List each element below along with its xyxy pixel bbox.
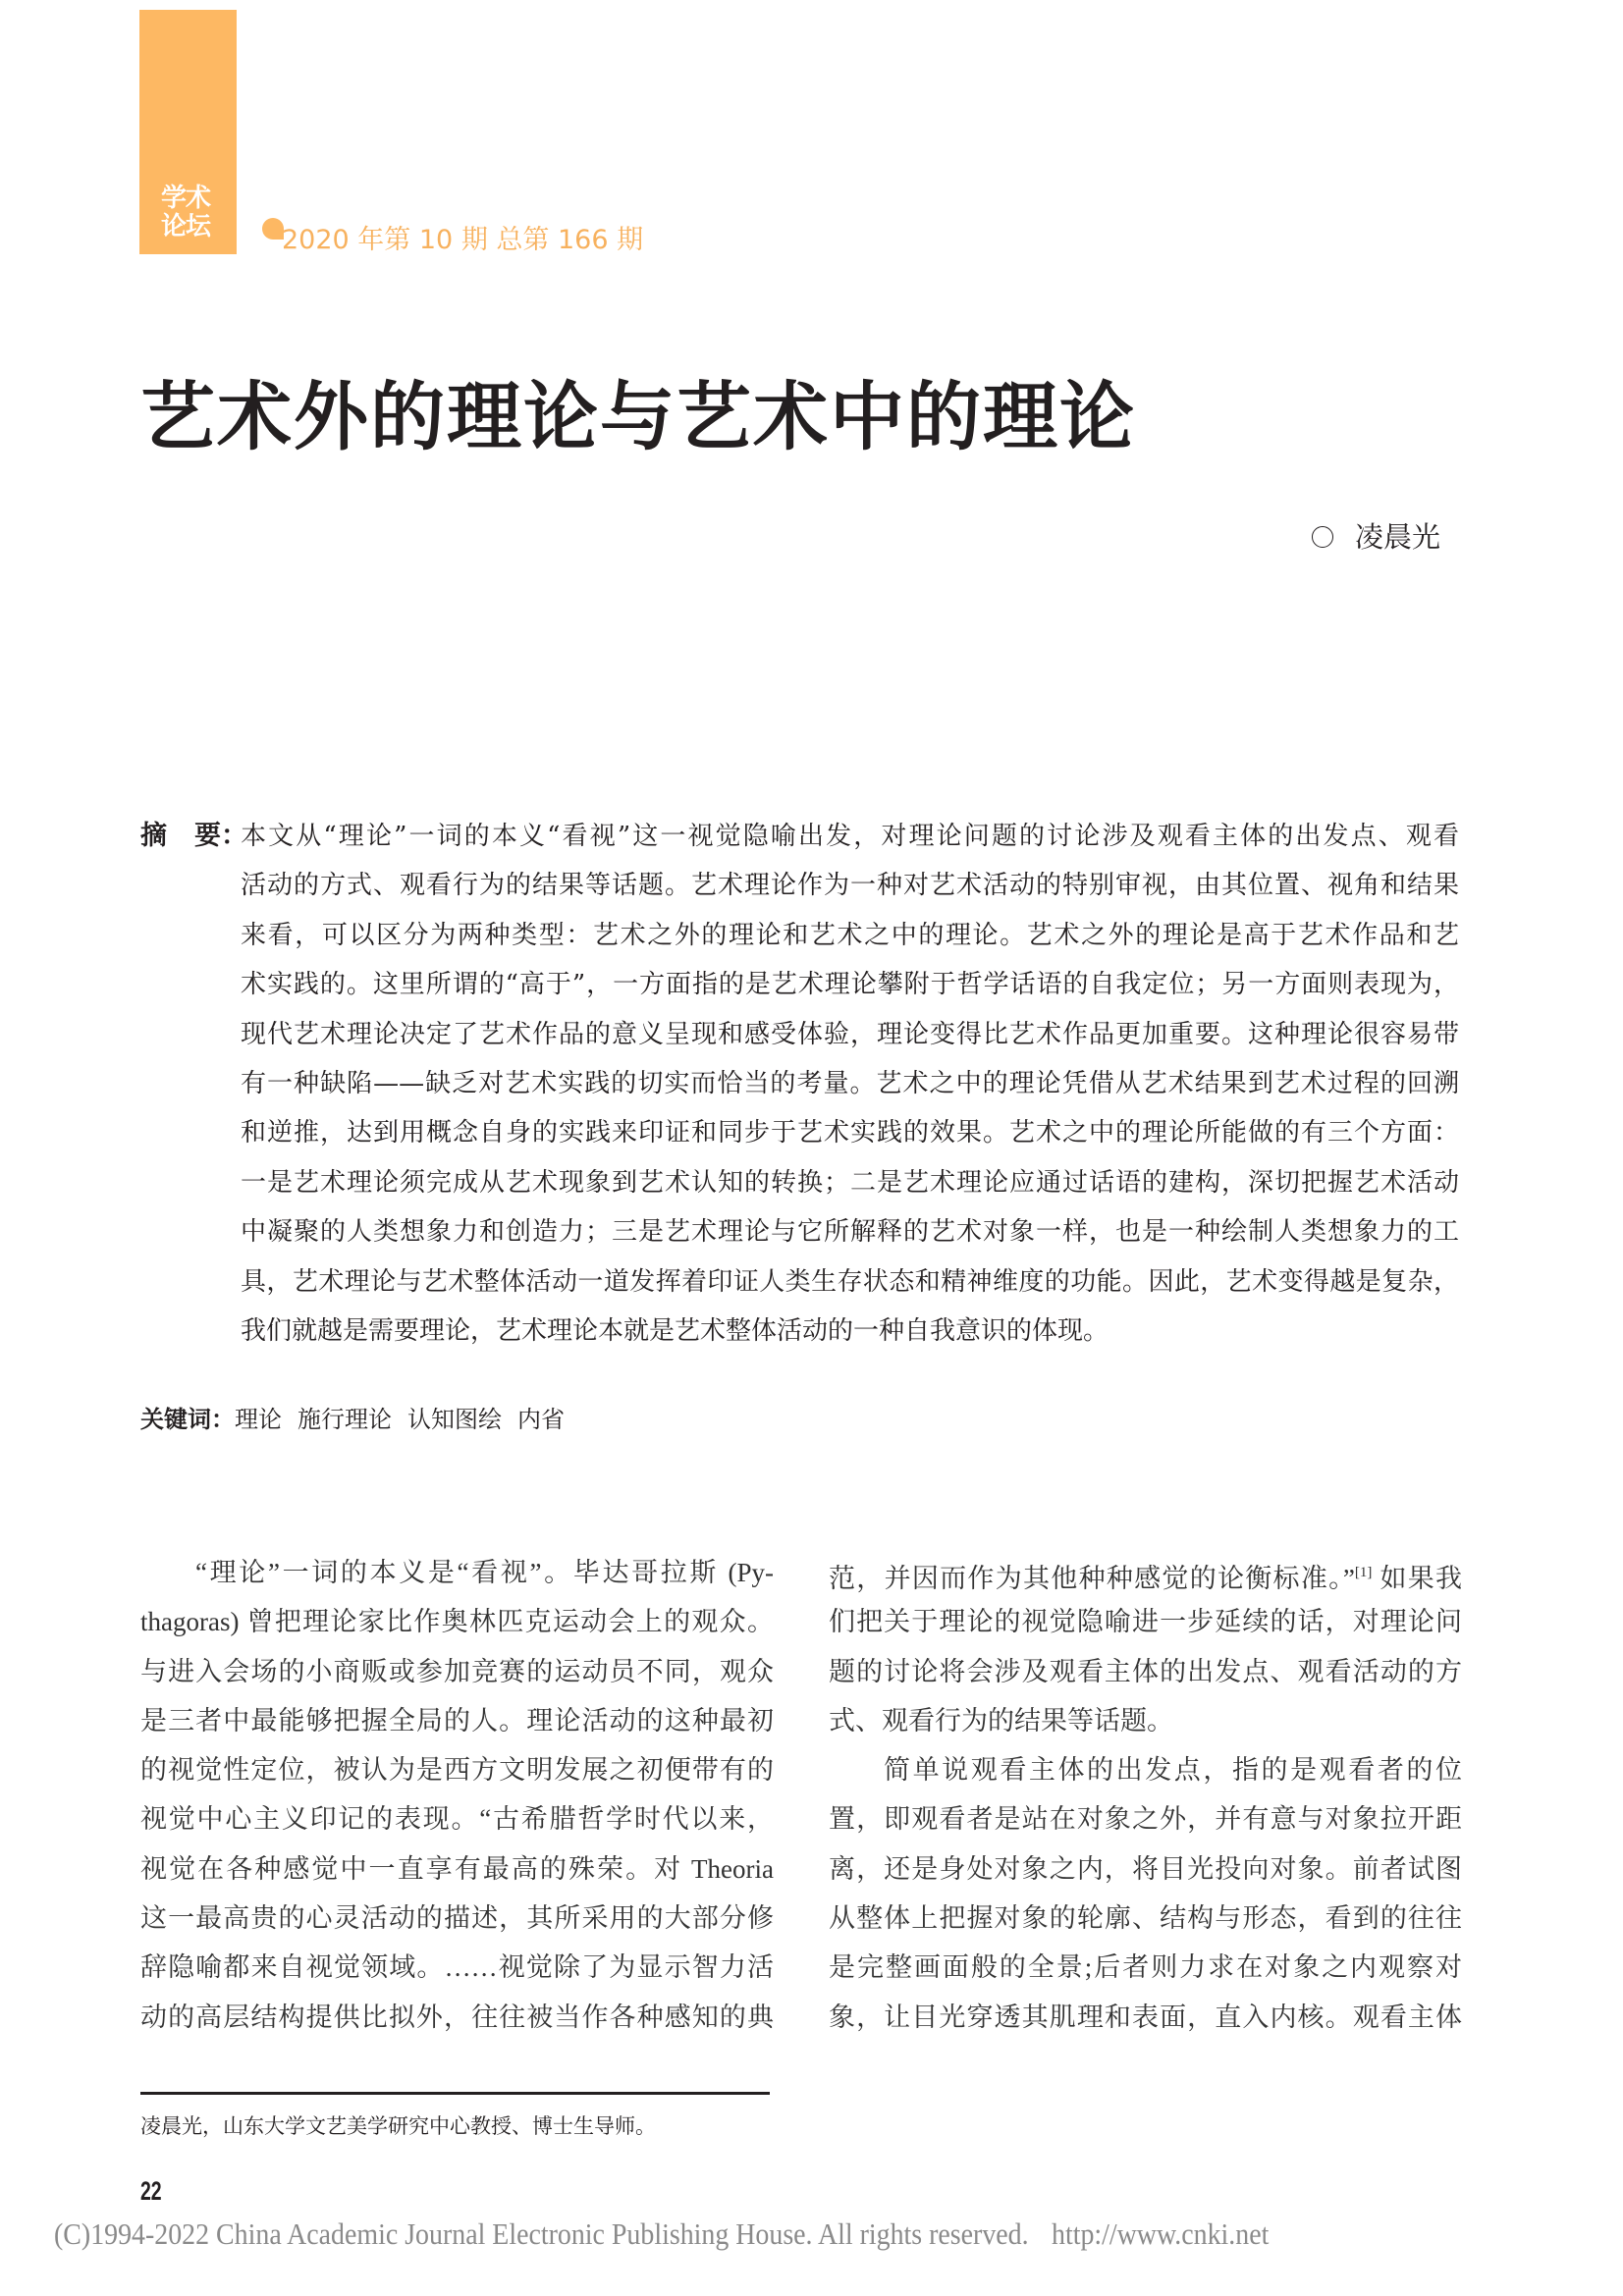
citation-link[interactable]: [1] (1354, 1565, 1373, 1580)
author-line (1312, 518, 1440, 556)
abstract-line: 术实践的。这里所谓的“高于”，一方面指的是艺术理论攀附于哲学话语的自我定位；另一方面则表现为， (241, 970, 1459, 1000)
body-line: “理论”一词的本义是“看视”。毕达哥拉斯 (Py- (195, 1558, 774, 1587)
cnki-link[interactable]: http://www.cnki.net (1052, 2216, 1270, 2251)
footnote-divider (140, 2092, 770, 2095)
body-line: thagoras) 曾把理论家比作奥林匹克运动会上的观众。 (140, 1607, 774, 1637)
body-line: 题的讨论将会涉及观看主体的出发点、观看活动的方 (829, 1656, 1462, 1686)
body-line: 与进入会场的小商贩或参加竞赛的运动员不同，观众 (140, 1656, 774, 1686)
keywords (140, 1402, 580, 1437)
issue-dot-icon (262, 218, 284, 240)
body-line: 置，即观看者是站在对象之外，并有意与对象拉开距 (829, 1804, 1462, 1835)
keywords-label: 关键词： (140, 1405, 235, 1433)
article-title: 艺术外的理论与艺术中的理论 (140, 373, 1136, 460)
body-line: 视觉在各种感觉中一直享有最高的殊荣。对 Theoria (140, 1853, 774, 1884)
body-line: 离，还是身处对象之内，将目光投向对象。前者试图 (829, 1853, 1462, 1884)
body-line: 的视觉性定位，被认为是西方文明发展之初便带有的 (140, 1755, 774, 1786)
column-tag (139, 10, 237, 254)
abstract-line: 本文从“理论”一词的本义“看视”这一视觉隐喻出发，对理论问题的讨论涉及观看主体的出发点、观看 (241, 822, 1459, 851)
abstract-line: 来看，可以区分为两种类型：艺术之外的理论和艺术之中的理论。艺术之外的理论是高于艺术作品和艺 (241, 920, 1459, 950)
abstract-line: 一是艺术理论须完成从艺术现象到艺术认知的转换；二是艺术理论应通过话语的建构，深切把握艺术活动 (241, 1167, 1459, 1198)
abstract-line: 活动的方式、观看行为的结果等话题。艺术理论作为一种对艺术活动的特别审视，由其位置、视角和结果 (241, 871, 1459, 901)
body-line: 式、观看行为的结果等话题。 (829, 1705, 1173, 1735)
body-column-left (140, 1553, 774, 2047)
column-tag-text (161, 185, 220, 241)
abstract-label-char: 要： (194, 821, 247, 851)
body-line: 视觉中心主义印记的表现。“古希腊哲学时代以来， (140, 1804, 774, 1835)
abstract-line: 中凝聚的人类想象力和创造力；三是艺术理论与它所解释的艺术对象一样，也是一种绘制人类想象力的工 (241, 1217, 1459, 1248)
body-column-right (829, 1553, 1462, 2047)
author-footnote: 凌晨光，山东大学文艺美学研究中心教授、博士生导师。 (140, 2114, 656, 2138)
keyword: 内省 (517, 1406, 565, 1433)
issue-info: 2020 年第 10 期 总第 166 期 (282, 225, 644, 255)
abstract-line: 现代艺术理论决定了艺术作品的意义呈现和感受体验，理论变得比艺术作品更加重要。这种理论很容易带 (241, 1019, 1459, 1049)
body-text: 范，并因而作为其他种种感觉的论衡标准。” (829, 1564, 1355, 1593)
body-line: 这一最高贵的心灵活动的描述，其所采用的大部分修 (140, 1903, 774, 1934)
body-line: 象，让目光穿透其肌理和表面，直入内核。观看主体 (829, 2002, 1462, 2032)
body-line: 从整体上把握对象的轮廓、结构与形态，看到的往往 (829, 1903, 1462, 1934)
abstract-label (140, 817, 247, 856)
author-name: 凌晨光 (1355, 520, 1441, 554)
page-number: 22 (140, 2176, 162, 2206)
body-line: 是三者中最能够把握全局的人。理论活动的这种最初 (140, 1705, 774, 1735)
abstract-label-char: 摘 (140, 821, 167, 851)
circle-bullet-icon (1312, 526, 1333, 548)
copyright-line (54, 2215, 1269, 2254)
body-line: 简单说观看主体的出发点，指的是观看者的位 (884, 1755, 1462, 1786)
column-tag-line: 学术 (161, 184, 211, 213)
keyword: 认知图绘 (407, 1406, 502, 1433)
body-line: 动的高层结构提供比拟外，往往被当作各种感知的典 (140, 2002, 774, 2032)
column-tag-line: 论坛 (161, 212, 211, 241)
abstract-line: 有一种缺陷——缺乏对艺术实践的切实而恰当的考量。艺术之中的理论凭借从艺术结果到艺术过程的回溯 (241, 1068, 1459, 1098)
keyword: 施行理论 (298, 1406, 392, 1433)
body-text: 如果我 (1372, 1564, 1463, 1593)
abstract-line: 具，艺术理论与艺术整体活动一道发挥着印证人类生存状态和精神维度的功能。因此，艺术变得越是复杂， (241, 1266, 1459, 1297)
body-line (829, 1553, 1462, 1602)
body-line: 辞隐喻都来自视觉领域。……视觉除了为显示智力活 (140, 1952, 774, 1983)
copyright-text: (C)1994-2022 China Academic Journal Electronic Publishing House. All rights reserved. (54, 2216, 1029, 2251)
body-line: 们把关于理论的视觉隐喻进一步延续的话，对理论问 (829, 1607, 1462, 1637)
body-line: 是完整画面般的全景;后者则力求在对象之内观察对 (829, 1952, 1462, 1983)
abstract-body (241, 817, 1459, 1361)
keyword: 理论 (235, 1406, 282, 1433)
abstract-line: 我们就越是需要理论，艺术理论本就是艺术整体活动的一种自我意识的体现。 (241, 1315, 1109, 1346)
abstract-line: 和逆推，达到用概念自身的实践来印证和同步于艺术实践的效果。艺术之中的理论所能做的有三个方面： (241, 1118, 1459, 1148)
